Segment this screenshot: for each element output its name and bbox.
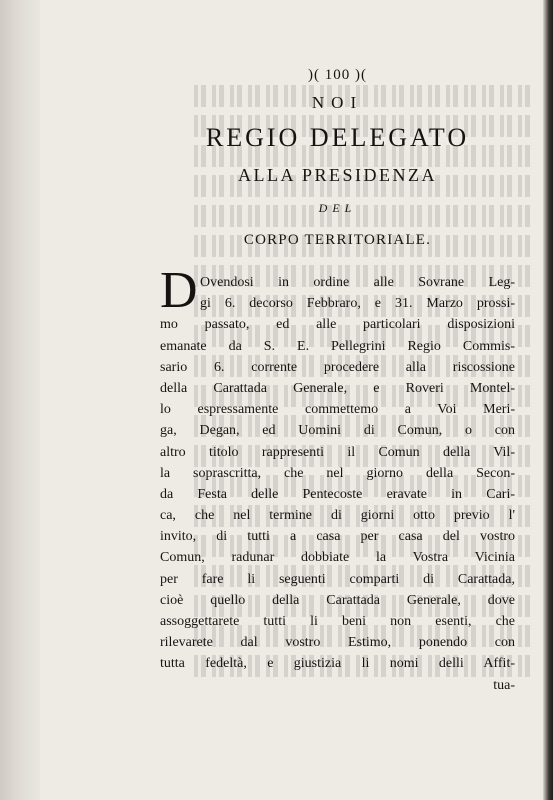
text-line: rilevarete dal vostro Estimo, ponendo con xyxy=(160,635,515,651)
text-line: ca, che nel termine di giorni otto previo l' xyxy=(160,508,515,524)
heading-regio-delegato: REGIO DELEGATO xyxy=(205,123,470,152)
body-text xyxy=(160,262,515,696)
heading-corpo-territoriale: CORPO TERRITORIALE. xyxy=(243,232,432,248)
text-line: la soprascritta, che nel giorno della Secon- xyxy=(160,465,515,481)
text-line: altro titolo rappresenti il Comun della Vil- xyxy=(160,444,515,460)
text-line: lo espressamente commettemo a Voi Meri- xyxy=(160,402,515,418)
text-line: cioè quello della Carattada Generale, dove xyxy=(160,592,515,608)
text-line: ga, Degan, ed Uomini di Comun, o con xyxy=(160,423,515,439)
text-line: emanate da S. E. Pellegrini Regio Commis- xyxy=(160,338,515,354)
page-right-edge xyxy=(543,0,553,800)
heading-del: DEL xyxy=(318,201,357,215)
text-line: assoggettarete tutti li beni non esenti, che xyxy=(160,614,515,629)
text-block xyxy=(160,62,515,696)
text-line: gi 6. decorso Febbraro, e 31. Marzo prossi- xyxy=(200,296,515,312)
text-line: Ovendosi in ordine alle Sovrane Leg- xyxy=(200,275,515,290)
text-line: invito, di tutti a casa per casa del vostro xyxy=(160,529,515,545)
heading-alla-presidenza: ALLA PRESIDENZA xyxy=(238,165,437,185)
text-line: della Carattada Generale, e Roveri Montel- xyxy=(160,380,515,396)
text-line: sario 6. corrente procedere alla riscossione xyxy=(160,359,515,375)
text-line: per fare li seguenti comparti di Carattada, xyxy=(160,571,515,587)
text-line: tutta fedeltà, e giustizia li nomi delli Affit- xyxy=(160,656,515,672)
page-left-edge xyxy=(0,0,40,800)
heading-noi: NOI xyxy=(311,93,364,112)
text-line: Comun, radunar dobbiate la Vostra Vicinia xyxy=(160,550,515,566)
drop-cap: D xyxy=(160,262,198,319)
page-number: )( 100 )( xyxy=(308,67,367,83)
catchword: tua- xyxy=(493,677,515,693)
text-line: mo passato, ed alle particolari disposizioni xyxy=(160,317,515,333)
text-line: da Festa delle Pentecoste eravate in Cari- xyxy=(160,486,515,502)
